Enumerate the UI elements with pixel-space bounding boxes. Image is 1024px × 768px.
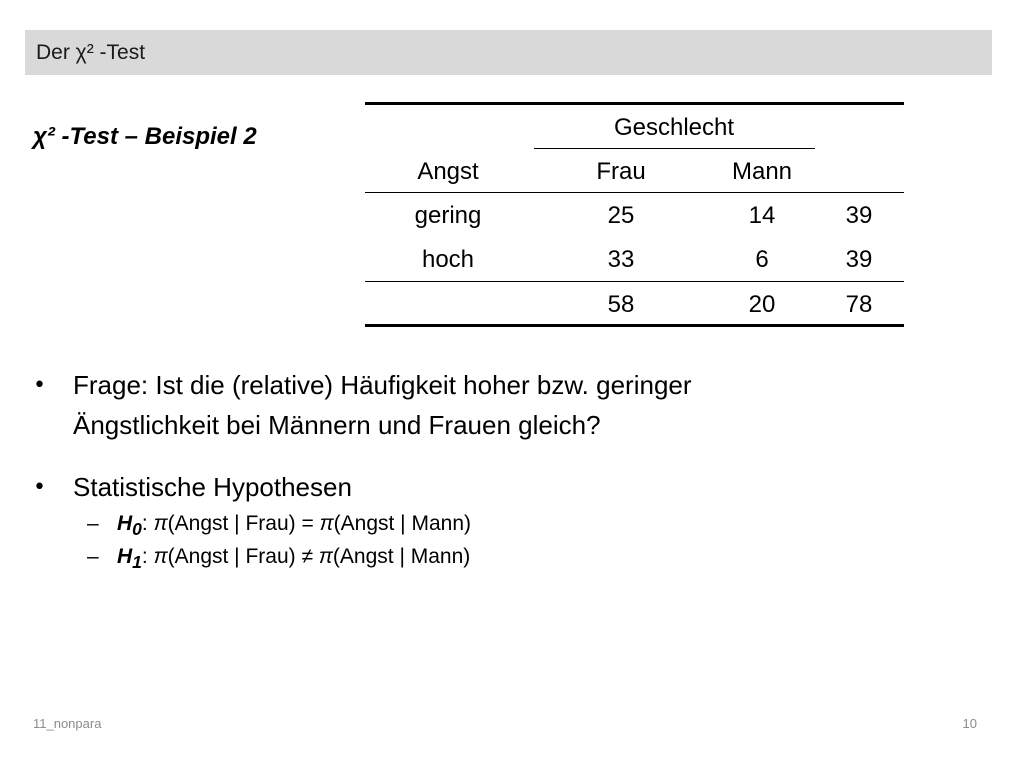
bullet-frage [73,365,873,445]
cell-hoch-total: 39 [845,246,873,273]
row-label-gering: gering [414,202,482,229]
col-header-mann: Mann [731,158,793,185]
sub-bullet-dash: – [87,545,99,568]
contingency-table [365,102,904,327]
group-header-rule [534,148,815,149]
bullet-dot: • [33,475,46,500]
cell-gering-mann: 14 [748,202,776,229]
cell-hoch-mann: 6 [755,246,769,273]
h0-text-1: (Angst | Frau) = [167,512,320,535]
h1-text-2: (Angst | Mann) [332,545,471,568]
grand-total: 78 [845,291,873,318]
bullet-line: Frage: Ist die (relative) Häufigkeit hoher bzw. geringer [73,370,692,400]
pi-symbol: π [153,512,168,535]
bullet-line: Statistische Hypothesen [73,472,352,502]
bullet-dot: • [33,373,46,398]
slide-heading: χ² -Test – Beispiel 2 [33,123,257,150]
cell-gering-total: 39 [845,202,873,229]
pi-symbol: π [318,545,333,568]
group-header-geschlecht: Geschlecht [613,114,735,141]
row-header-angst: Angst [417,158,479,185]
col-header-frau: Frau [596,158,646,185]
cell-hoch-frau: 33 [607,246,635,273]
table-top-rule [365,102,904,105]
total-mann: 20 [748,291,776,318]
bullet-line: Ängstlichkeit bei Männern und Frauen gleich? [73,410,601,440]
total-frau: 58 [607,291,635,318]
slide-title: Der χ² -Test [36,41,146,64]
bullet-hypothesen [73,467,873,507]
pi-symbol: π [319,512,334,535]
header-bottom-rule [365,192,904,193]
h0-text-2: (Angst | Mann) [333,512,471,535]
sub-bullet-dash: – [87,512,99,535]
h1-label: $H_1$ [117,545,142,573]
totals-top-rule [365,281,904,282]
h0-label: $H_0$ [117,512,142,540]
hypothesis-h0: $H_0$: π(Angst | Frau) = π(Angst | Mann) [117,512,471,540]
header-bar [25,30,992,75]
h1-text-1: (Angst | Frau) ≠ [167,545,319,568]
cell-gering-frau: 25 [607,202,635,229]
hypothesis-h1: $H_1$: π(Angst | Frau) ≠ π(Angst | Mann) [117,545,471,573]
row-label-hoch: hoch [421,246,475,273]
pi-symbol: π [153,545,168,568]
page-number: 10 [962,716,977,731]
table-bottom-rule [365,324,904,327]
footer-filename: 11_nonpara [33,716,102,731]
